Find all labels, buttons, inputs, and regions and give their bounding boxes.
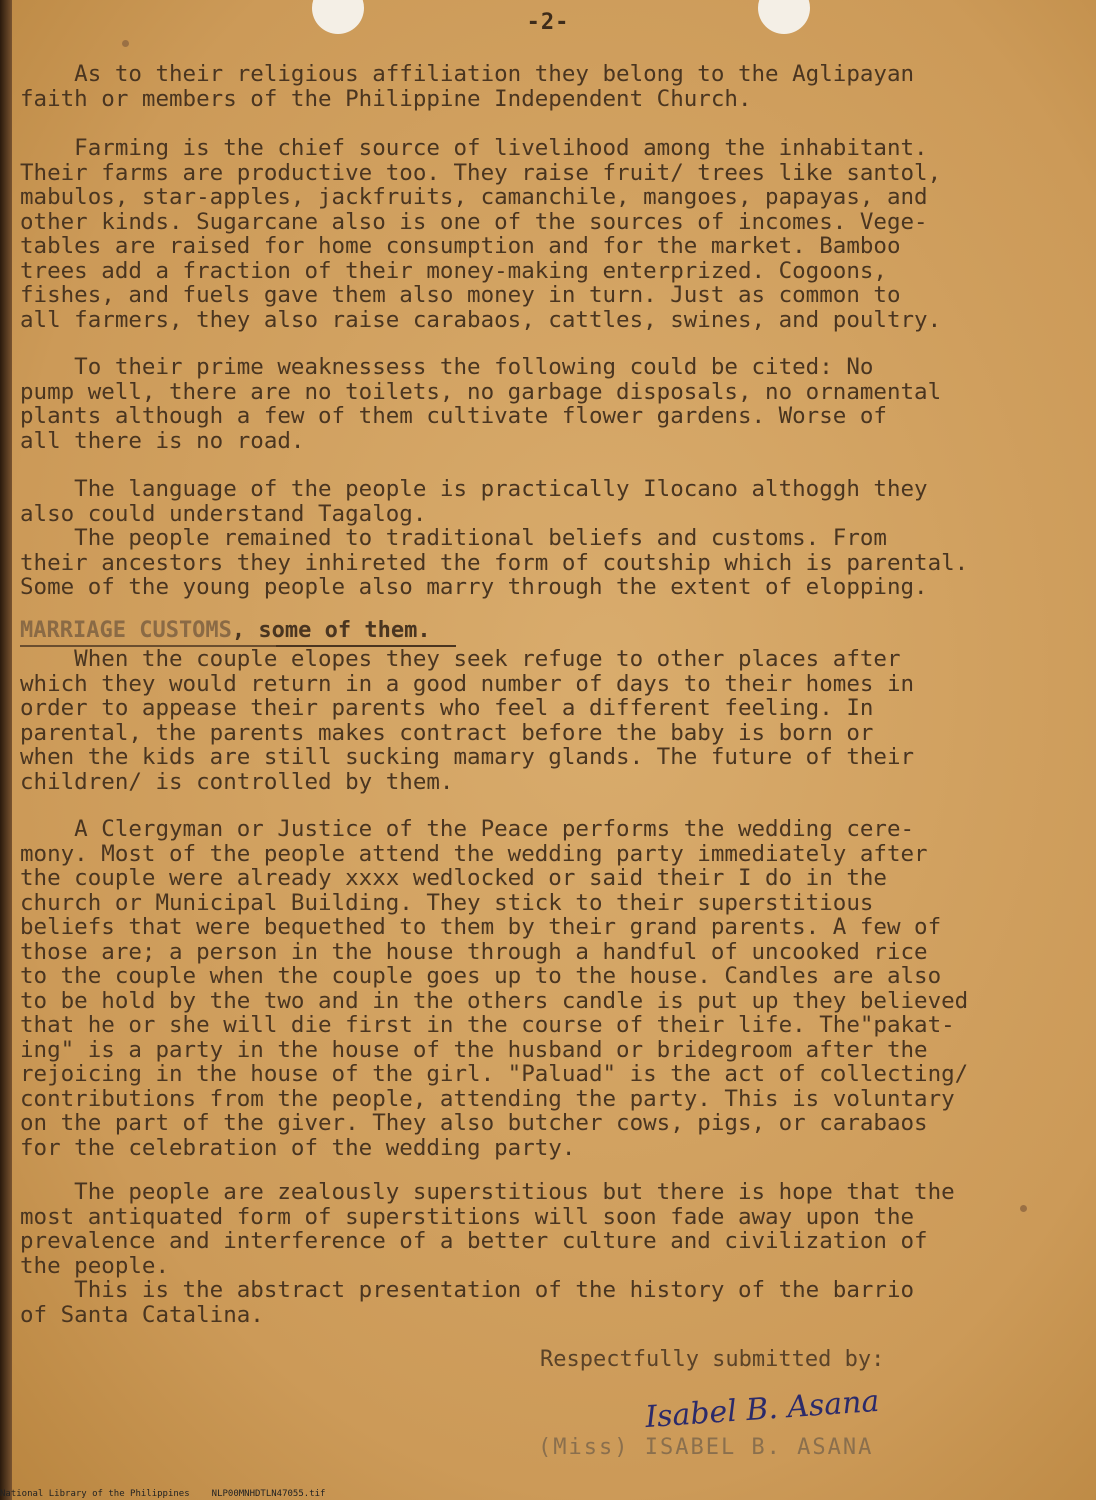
text-line: those are; a person in the house through a handful of uncooked rice — [20, 938, 928, 965]
text-line: to be hold by the two and in the others candle is put up they believed — [20, 987, 969, 1014]
text-line: Farming is the chief source of livelihood among the inhabitant. — [20, 135, 928, 161]
text-line: order to appease their parents who feel a different feeling. In — [20, 695, 874, 721]
text-line: Some of the young people also marry through the extent of elopping. — [20, 574, 928, 600]
text-line: tables are raised for home consumption and for the market. Bamboo — [20, 233, 901, 259]
paragraph-weaknesses — [20, 355, 1060, 453]
text-line: that he or she will die first in the course of their life. The"pakat- — [20, 1012, 955, 1038]
heading-title: MARRIAGE CUSTOMS — [20, 618, 232, 643]
text-line: mabulos, star-apples, jackfruits, camanchile, mangoes, papayas, and — [20, 184, 928, 210]
text-line: The language of the people is practically Ilocano althoggh they — [20, 476, 928, 502]
text-line: The people remained to traditional beliefs and customs. From — [20, 525, 887, 551]
text-line: other kinds. Sugarcane also is one of the sources of incomes. Vege- — [20, 208, 928, 235]
text-line: plants although a few of them cultivate flower gardens. Worse of — [20, 403, 887, 429]
text-line: contributions from the people, attending the party. This is voluntary — [20, 1085, 955, 1112]
text-line: prevalence and interference of a better culture and civilization of — [20, 1228, 928, 1254]
text-line: When the couple elopes they seek refuge to other places after — [20, 646, 901, 672]
text-line: church or Municipal Building. They stick to their superstitious — [20, 889, 874, 916]
text-line: also could understand Tagalog. — [20, 500, 427, 527]
typed-name: (Miss) ISABEL B. ASANA — [538, 1435, 874, 1460]
archive-footer — [0, 1489, 325, 1499]
paragraph-marriage — [20, 647, 1060, 794]
text-line: which they would return in a good number of days to their homes in — [20, 670, 915, 697]
text-line: Their farms are productive too. They raise fruit/ trees like santol, — [20, 159, 942, 186]
text-line: pump well, there are no toilets, no garbage disposals, no ornamental — [20, 378, 942, 405]
text-line: To their prime weaknessess the following could be cited: No — [20, 354, 874, 380]
paragraph-farming — [20, 136, 1060, 332]
paragraph-ceremony — [20, 817, 1060, 1160]
text-line: This is the abstract presentation of the history of the barrio — [20, 1277, 915, 1303]
text-line: the people. — [20, 1252, 170, 1279]
text-line: all farmers, they also raise carabaos, cattles, swines, and poultry. — [20, 306, 942, 333]
paragraph-religion — [20, 62, 1060, 111]
text-line: all there is no road. — [20, 427, 305, 454]
text-line: As to their religious affiliation they belong to the Aglipayan — [20, 61, 915, 87]
text-line: mony. Most of the people attend the wedding party immediately after — [20, 840, 928, 867]
text-line: their ancestors they inhireted the form of coutship which is parental. — [20, 549, 969, 576]
paragraph-superstition — [20, 1180, 1060, 1327]
footer-filename: NLP00MNHDTLN47055.tif — [211, 1489, 326, 1499]
paper-stain — [122, 40, 129, 47]
text-line: The people are zealously superstitious but there is hope that the — [20, 1179, 955, 1205]
text-line: faith or members of the Philippine Independent Church. — [20, 85, 752, 112]
text-line: parental, the parents makes contract before the baby is born or — [20, 719, 874, 746]
text-line: the couple were already xxxx wedlocked or said their I do in the — [20, 865, 887, 891]
text-line: most antiquated form of superstitions will soon fade away upon the — [20, 1203, 915, 1230]
text-line: fishes, and fuels gave them also money in turn. Just as common to — [20, 282, 901, 308]
paragraph-language-customs — [20, 477, 1060, 600]
closing-line: Respectfully submitted by: — [540, 1347, 885, 1372]
text-line: of Santa Catalina. — [20, 1301, 264, 1328]
text-line: for the celebration of the wedding party. — [20, 1134, 576, 1161]
text-line: to the couple when the couple goes up to the house. Candles are also — [20, 963, 942, 989]
text-line: ing" is a party in the house of the husband or bridegroom after the — [20, 1036, 928, 1063]
text-line: on the part of the giver. They also butcher cows, pigs, or carabaos — [20, 1110, 928, 1136]
text-line: when the kids are still sucking mamary glands. The future of their — [20, 744, 915, 770]
text-line: beliefs that were bequethed to them by their grand parents. A few of — [20, 914, 942, 940]
marriage-customs-heading — [20, 619, 431, 643]
page-number: -2- — [526, 10, 570, 35]
text-line: rejoicing in the house of the girl. "Paluad" is the act of collecting/ — [20, 1061, 969, 1087]
text-line: children/ is controlled by them. — [20, 768, 454, 795]
page-binding-edge — [0, 0, 12, 1500]
text-line: trees add a fraction of their money-making enterprized. Cogoons, — [20, 257, 887, 284]
text-line: A Clergyman or Justice of the Peace performs the wedding cere- — [20, 816, 915, 842]
footer-library: National Library of the Philippines — [0, 1489, 190, 1499]
heading-suffix: , some of them. — [231, 618, 431, 643]
signature: Isabel B. Asana — [644, 1383, 881, 1436]
